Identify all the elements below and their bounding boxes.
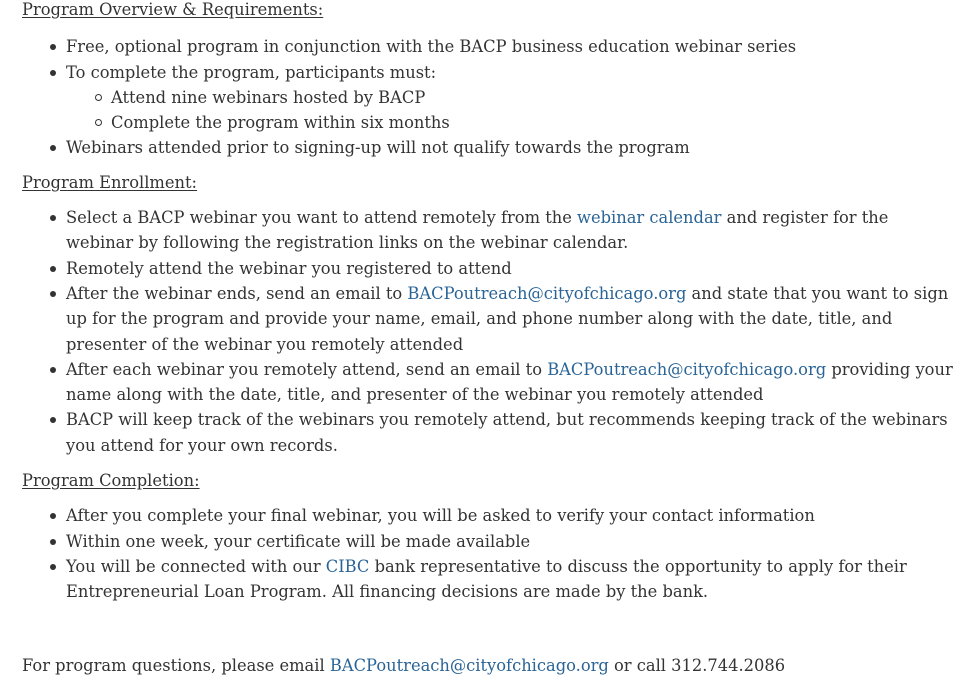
sublist-item: Attend nine webinars hosted by BACP bbox=[111, 85, 957, 110]
list-item: Within one week, your certificate will be made available bbox=[66, 529, 957, 554]
list-item-text: To complete the program, participants must: bbox=[66, 62, 437, 82]
webinar-calendar-link[interactable]: webinar calendar bbox=[577, 208, 722, 228]
list-item-text: After each webinar you remotely attend, send an email to bbox=[66, 359, 548, 379]
list-item: BACP will keep track of the webinars you remotely attend, but recommends keeping track of the webinars you attend for your own records. bbox=[66, 407, 957, 458]
footer-text: or call 312.744.2086 bbox=[608, 655, 786, 675]
list-item: Webinars attended prior to signing-up will not qualify towards the program bbox=[66, 135, 957, 160]
list-item bbox=[66, 554, 957, 605]
list-item-text: After the webinar ends, send an email to bbox=[66, 283, 408, 303]
list-item: Remotely attend the webinar you registered to attend bbox=[66, 256, 957, 281]
overview-list bbox=[22, 34, 957, 160]
list-item bbox=[66, 281, 957, 357]
sublist-item: Complete the program within six months bbox=[111, 110, 957, 135]
list-item bbox=[66, 357, 957, 408]
list-item-text: and state that you want to sign up for the program and provide your name, email, and phone number along with the date, title, and presenter of the webinar you remotely attended bbox=[66, 283, 949, 354]
list-item bbox=[66, 205, 957, 256]
list-item-text: Select a BACP webinar you want to attend remotely from the bbox=[66, 208, 578, 228]
completion-heading: Program Completion: bbox=[22, 471, 200, 491]
footer-text: For program questions, please email bbox=[22, 655, 330, 675]
list-item-text: bank representative to discuss the opportunity to apply for their Entrepreneurial Loan Program. All financing decisions are made by the bank. bbox=[66, 556, 907, 602]
completion-list bbox=[22, 503, 957, 604]
list-item bbox=[66, 60, 957, 136]
list-item-text: providing your name along with the date, title, and presenter of the webinar you remotely attended bbox=[66, 359, 953, 405]
overview-heading: Program Overview & Requirements: bbox=[22, 0, 324, 19]
list-item-text: You will be connected with our bbox=[66, 556, 326, 576]
list-item-text: and register for the webinar by following the registration links on the webinar calendar. bbox=[66, 208, 889, 253]
cibc-link[interactable]: CIBC bbox=[325, 556, 370, 576]
list-item: Free, optional program in conjunction with the BACP business education webinar series bbox=[66, 34, 957, 59]
enrollment-list bbox=[22, 205, 957, 458]
email-link[interactable]: BACPoutreach@cityofchicago.org bbox=[547, 359, 827, 379]
requirements-sublist bbox=[66, 85, 957, 136]
email-link[interactable]: BACPoutreach@cityofchicago.org bbox=[407, 283, 687, 303]
footer-email-link[interactable]: BACPoutreach@cityofchicago.org bbox=[329, 655, 609, 675]
list-item: After you complete your final webinar, you will be asked to verify your contact information bbox=[66, 503, 957, 528]
enrollment-heading: Program Enrollment: bbox=[22, 172, 198, 192]
contact-footer bbox=[22, 653, 957, 678]
